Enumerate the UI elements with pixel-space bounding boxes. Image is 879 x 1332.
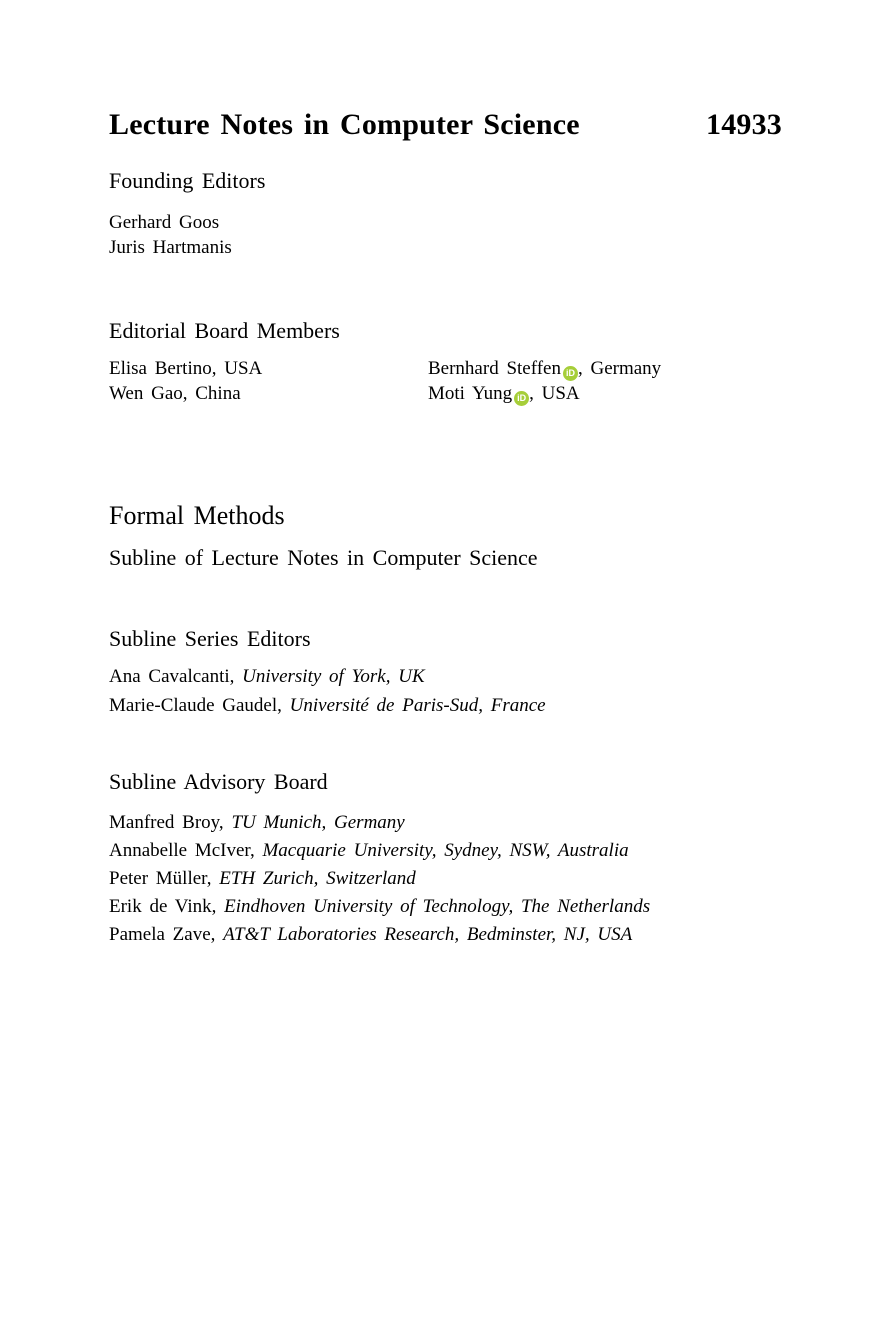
- editor-name: Ana Cavalcanti,: [109, 666, 235, 687]
- subline-advisory-board-list: [109, 809, 650, 949]
- editor-affiliation: Université de Paris-Sud, France: [289, 695, 546, 716]
- member-affiliation: AT&T Laboratories Research, Bedminster, NJ, USA: [223, 924, 633, 945]
- subline-series-editors-list: [109, 662, 546, 720]
- member-name: Pamela Zave,: [109, 924, 216, 945]
- member-name: Manfred Broy,: [109, 812, 224, 833]
- orcid-icon[interactable]: iD: [563, 366, 578, 381]
- advisory-member: [109, 893, 650, 921]
- subline-title: Formal Methods: [109, 501, 285, 530]
- founding-editors-list: [109, 210, 232, 260]
- subline-series-editors-heading: Subline Series Editors: [109, 626, 311, 651]
- series-title-row: [109, 108, 782, 142]
- member-name: Peter Müller,: [109, 868, 212, 889]
- member-country: , Germany: [577, 358, 662, 379]
- founding-editor-name: Juris Hartmanis: [109, 237, 232, 258]
- member-affiliation: TU Munich, Germany: [231, 812, 405, 833]
- advisory-member: [109, 809, 650, 837]
- editorial-board-member: [428, 381, 661, 406]
- editorial-board-heading: Editorial Board Members: [109, 318, 340, 343]
- founding-editor-name: Gerhard Goos: [109, 212, 220, 233]
- editorial-board-right-column: [428, 356, 661, 406]
- series-editor: [109, 662, 546, 691]
- volume-number: 14933: [706, 108, 782, 141]
- founding-editors-heading: Founding Editors: [109, 168, 266, 193]
- subline-subtitle: Subline of Lecture Notes in Computer Science: [109, 545, 538, 570]
- member-country: , USA: [529, 383, 580, 404]
- editorial-board-member: Elisa Bertino, USA: [109, 358, 263, 379]
- series-title: Lecture Notes in Computer Science: [109, 108, 580, 141]
- advisory-member: [109, 837, 650, 865]
- member-affiliation: ETH Zurich, Switzerland: [219, 868, 416, 889]
- editor-name: Marie-Claude Gaudel,: [109, 695, 282, 716]
- member-name: Annabelle McIver,: [109, 840, 255, 861]
- series-editor: [109, 691, 546, 720]
- editorial-board-member: Wen Gao, China: [109, 383, 241, 404]
- member-name: Bernhard Steffen: [428, 358, 561, 379]
- member-affiliation: Macquarie University, Sydney, NSW, Australia: [262, 840, 629, 861]
- editorial-board-member: [428, 356, 661, 381]
- orcid-icon[interactable]: iD: [514, 391, 529, 406]
- editor-affiliation: University of York, UK: [242, 666, 425, 687]
- subline-advisory-board-heading: Subline Advisory Board: [109, 769, 328, 794]
- member-name: Moti Yung: [428, 383, 513, 404]
- member-affiliation: Eindhoven University of Technology, The Netherlands: [224, 896, 651, 917]
- advisory-member: [109, 921, 650, 949]
- advisory-member: [109, 865, 650, 893]
- member-name: Erik de Vink,: [109, 896, 217, 917]
- editorial-board-left-column: [109, 356, 262, 406]
